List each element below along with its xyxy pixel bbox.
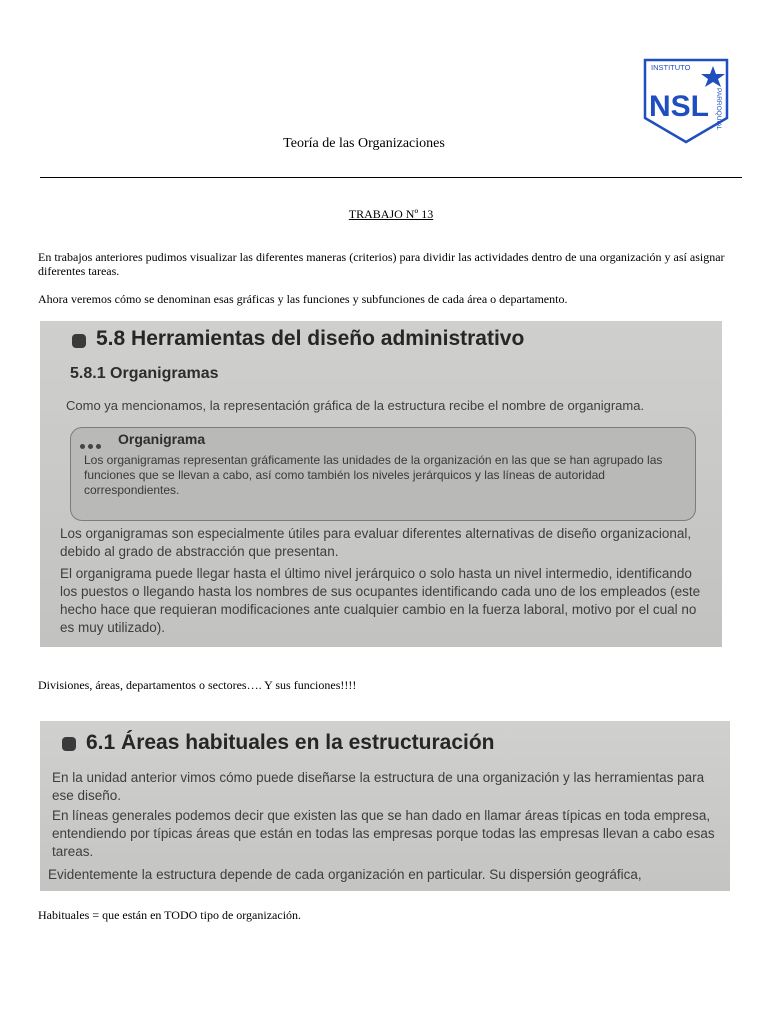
photo2-text2: En líneas generales podemos decir que existen las que se han dado en llamar áreas típicas en toda empresa, entendiendo por típicas áreas que están en todas las empresas porque todas las empresas llevan a cabo esas tareas.: [52, 808, 715, 859]
logo-top-text: INSTITUTO: [651, 63, 691, 72]
photo1-heading: 5.8 Herramientas del diseño administrativo: [96, 327, 525, 350]
textbook-photo-areas: [40, 721, 730, 891]
logo-main-text: NSL: [649, 90, 709, 123]
paragraph-preview: Ahora veremos cómo se denominan esas gráficas y las funciones y subfunciones de cada área o departamento.: [38, 292, 568, 306]
photo1-text2: El organigrama puede llegar hasta el último nivel jerárquico o solo hasta un nivel intermedio, identificando los puestos o llegando hasta los nombres de sus ocupantes identificando cada uno de los empleados (este hecho hace que requieran modificaciones ante cualquier cambio en la fuerza laboral, motivo por el cual no es muy utilizado).: [60, 566, 701, 635]
page-title: Teoría de las Organizaciones: [283, 136, 445, 151]
heading-bullet-icon: [62, 737, 76, 751]
paragraph-habituales: Habituales = que están en TODO tipo de organización.: [38, 908, 302, 922]
title-divider: [40, 177, 742, 178]
paragraph-divisions: Divisiones, áreas, departamentos o sectores…. Y sus funciones!!!!: [38, 678, 357, 692]
box-title: Organigrama: [118, 431, 206, 447]
textbook-photo-organigramas: [40, 321, 722, 647]
heading-bullet-icon: [72, 334, 86, 348]
logo-side-text: PARROQUIAL: [715, 88, 722, 131]
institute-logo: [643, 58, 729, 144]
photo1-intro: Como ya mencionamos, la representación gráfica de la estructura recibe el nombre de organigrama.: [66, 398, 645, 413]
assignment-title: TRABAJO Nº 13: [348, 207, 434, 221]
photo2-text1: En la unidad anterior vimos cómo puede diseñarse la estructura de una organización y las herramientas para ese diseño.: [52, 770, 705, 803]
box-text: Los organigramas representan gráficamente las unidades de la organización en las que se han agrupado las funciones que se llevan a cabo, así como también los niveles jerárquicos y las líneas de autoridad correspondientes.: [84, 453, 663, 497]
photo2-heading: 6.1 Áreas habituales en la estructuración: [86, 731, 495, 754]
photo1-subheading: 5.8.1 Organigramas: [70, 365, 219, 382]
photo2-text3: Evidentemente la estructura depende de cada organización en particular. Su dispersión geográfica,: [48, 867, 642, 882]
photo1-text1: Los organigramas son especialmente útiles para evaluar diferentes alternativas de diseño organizacional, debido al grado de abstracción que presentan.: [60, 526, 692, 559]
paragraph-intro: En trabajos anteriores pudimos visualizar las diferentes maneras (criterios) para dividir las actividades dentro de una organización y así asignar diferentes tareas.: [38, 250, 725, 278]
box-dots-icon: [80, 436, 104, 454]
